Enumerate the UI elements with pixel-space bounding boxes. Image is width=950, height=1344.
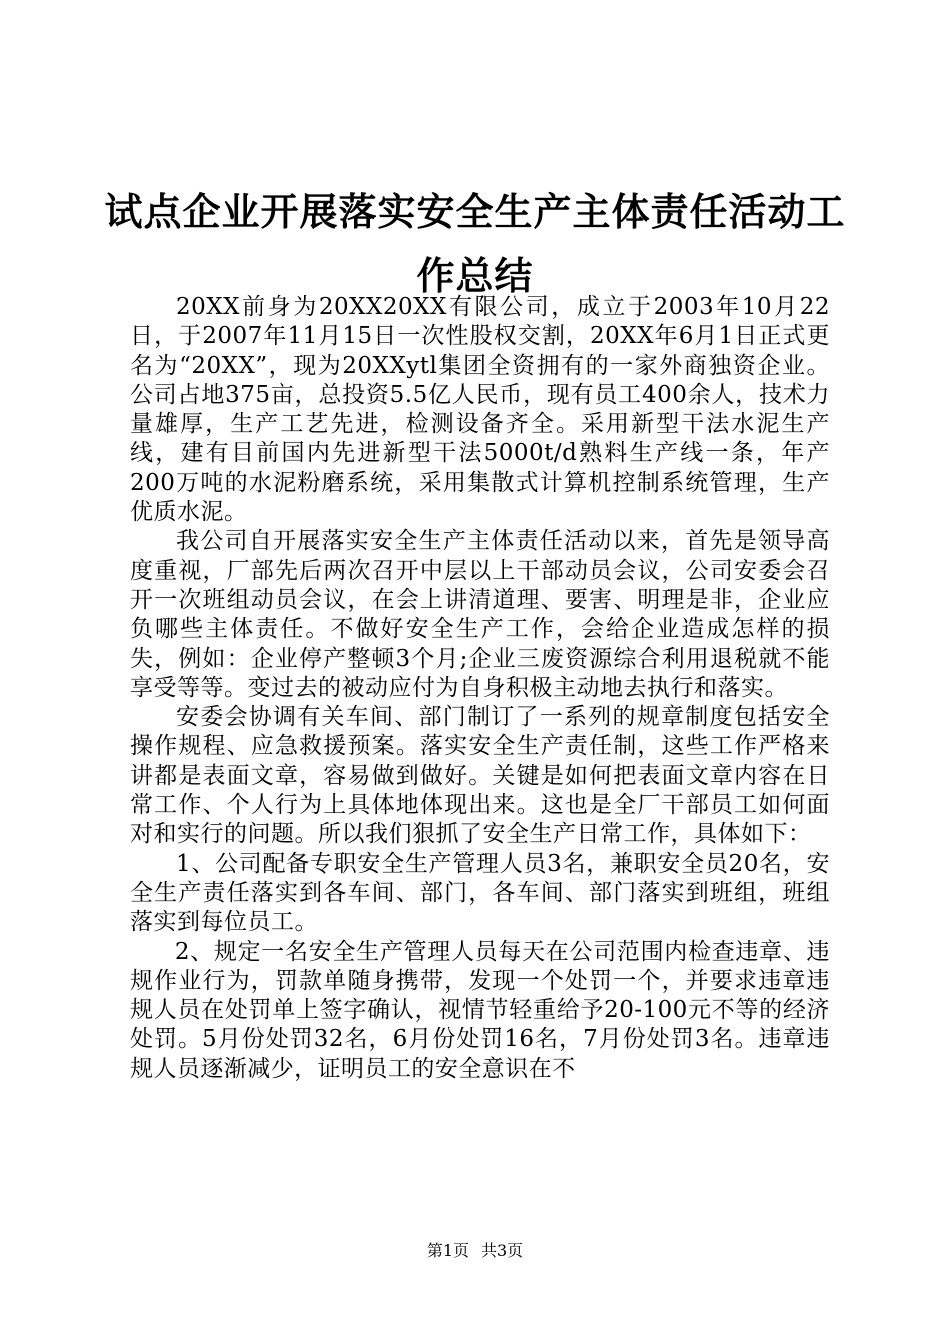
document-body (130, 293, 830, 1084)
page-footer (0, 1240, 950, 1262)
page-number: 第1页 (426, 1241, 469, 1260)
document-title: 试点企业开展落实安全生产主体责任活动工作总结 (104, 189, 846, 298)
paragraph-regulations: 安委会协调有关车间、部门制订了一系列的规章制度包括安全操作规程、应急救援预案。落实安全生产责任制，这些工作严格来讲都是表面文章，容易做到做好。关键是如何把表面文章内容在日常工作、个人行为上具体地体现出来。这也是全厂干部员工如何面对和实行的问题。所以我们狠抓了安全生产日常工作，具体如下： (130, 704, 830, 848)
paragraph-leadership: 我公司自开展落实安全生产主体责任活动以来，首先是领导高度重视，厂部先后两次召开中层以上干部动员会议，公司安委会召开一次班组动员会议，在会上讲清道理、要害、明理是非，企业应负哪些主体责任。不做好安全生产工作，会给企业造成怎样的损失，例如：企业停产整顿3个月;企业三废资源综合利用退税就不能享受等等。变过去的被动应付为自身积极主动地去执行和落实。 (130, 528, 830, 701)
paragraph-item-2: 2、规定一名安全生产管理人员每天在公司范围内检查违章、违规作业行为，罚款单随身携带，发现一个处罚一个，并要求违章违规人员在处罚单上签字确认，视情节轻重给予20-100元不等的经济处罚。5月份处罚32名，6月份处罚16名，7月份处罚3名。违章违规人员逐渐减少，证明员工的安全意识在不 (130, 938, 830, 1082)
paragraph-item-1: 1、公司配备专职安全生产管理人员3名，兼职安全员20名，安全生产责任落实到各车间、部门，各车间、部门落实到班组，班组落实到每位员工。 (130, 850, 830, 936)
page-total: 共3页 (481, 1241, 524, 1260)
paragraph-company-intro: 20XX前身为20XX20XX有限公司，成立于2003年10月22日，于2007年11月15日一次性股权交割，20XX年6月1日正式更名为“20XX”，现为20XXytl集团全资拥有的一家外商独资企业。公司占地375亩，总投资5.5亿人民币，现有员工400余人，技术力量雄厚，生产工艺先进，检测设备齐全。采用新型干法水泥生产线，建有目前国内先进新型干法5000t/d熟料生产线一条，年产200万吨的水泥粉磨系统，采用集散式计算机控制系统管理，生产优质水泥。 (130, 294, 830, 526)
